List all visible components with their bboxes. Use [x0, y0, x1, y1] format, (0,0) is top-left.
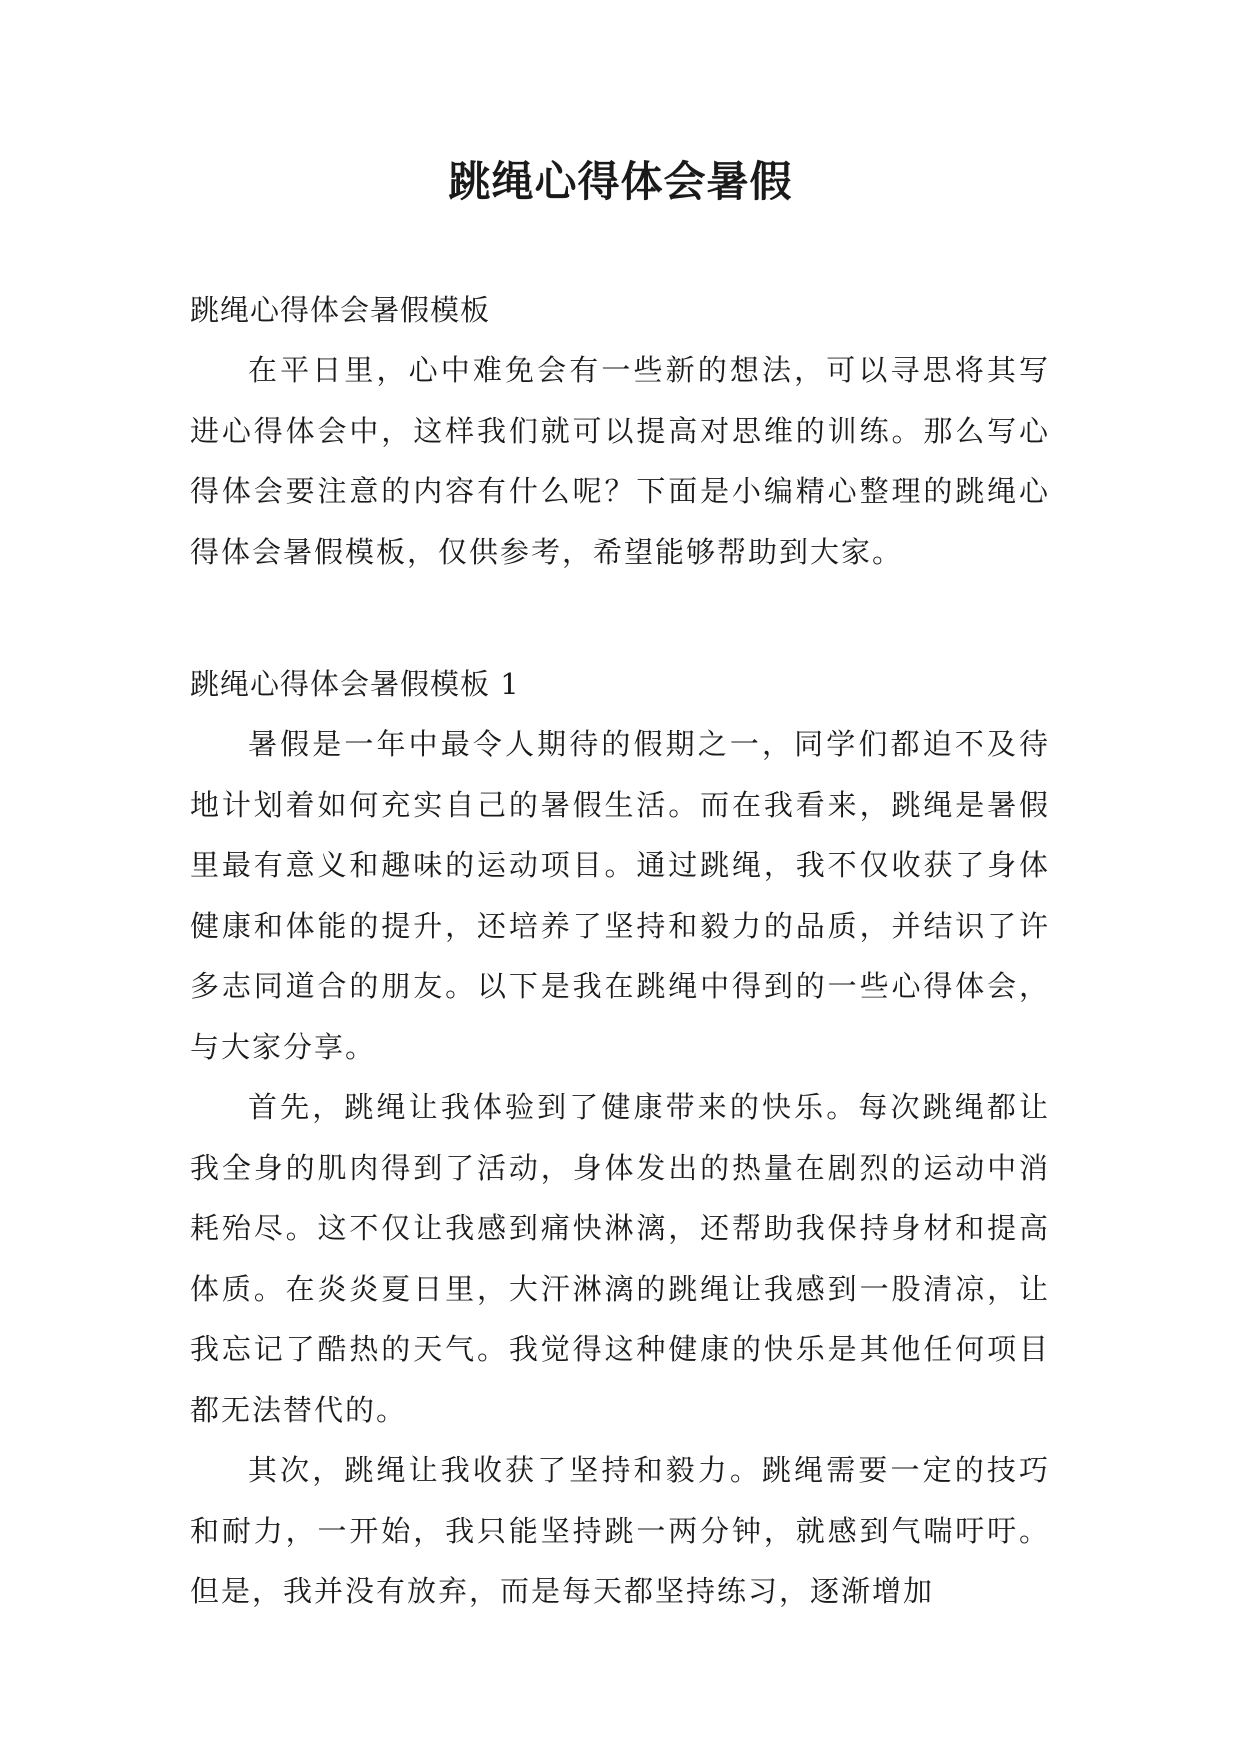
body-paragraph: 首先，跳绳让我体验到了健康带来的快乐。每次跳绳都让我全身的肌肉得到了活动，身体发出的热量在剧烈的运动中消耗殆尽。这不仅让我感到痛快淋漓，还帮助我保持身材和提高体质。在炎炎夏日里，大汗淋漓的跳绳让我感到一股清凉，让我忘记了酷热的天气。我觉得这种健康的快乐是其他任何项目都无法替代的。	[190, 1090, 1050, 1427]
body-paragraph: 暑假是一年中最令人期待的假期之一，同学们都迫不及待地计划着如何充实自己的暑假生活。而在我看来，跳绳是暑假里最有意义和趣味的运动项目。通过跳绳，我不仅收获了身体健康和体能的提升，还培养了坚持和毅力的品质，并结识了许多志同道合的朋友。以下是我在跳绳中得到的一些心得体会，与大家分享。	[190, 727, 1050, 1064]
document-body	[190, 280, 1050, 1622]
section-heading: 跳绳心得体会暑假模板	[190, 293, 491, 327]
body-paragraph: 其次，跳绳让我收获了坚持和毅力。跳绳需要一定的技巧和耐力，一开始，我只能坚持跳一两分钟，就感到气喘吁吁。但是，我并没有放弃，而是每天都坚持练习，逐渐增加	[190, 1453, 1050, 1608]
template-1-section	[190, 654, 1050, 1622]
section-spacer	[190, 582, 1050, 654]
intro-paragraph: 在平日里，心中难免会有一些新的想法，可以寻思将其写进心得体会中，这样我们就可以提高对思维的训练。那么写心得体会要注意的内容有什么呢？下面是小编精心整理的跳绳心得体会暑假模板，仅供参考，希望能够帮助到大家。	[190, 353, 1050, 569]
document-title: 跳绳心得体会暑假	[448, 157, 793, 206]
intro-section	[190, 280, 1050, 582]
section-heading: 跳绳心得体会暑假模板 1	[190, 667, 520, 701]
